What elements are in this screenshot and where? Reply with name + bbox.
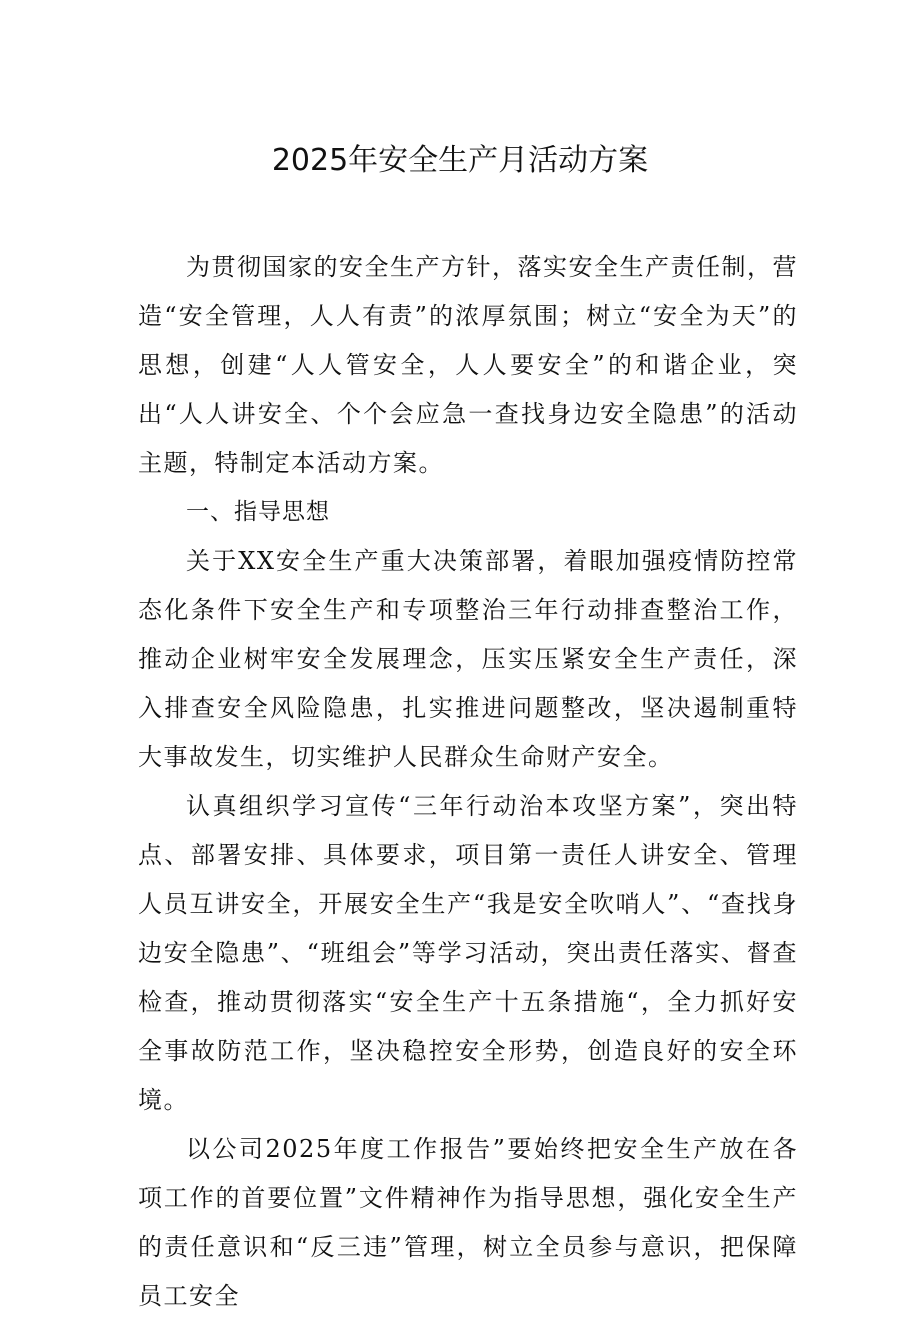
section-paragraph: 以公司2025年度工作报告”要始终把安全生产放在各项工作的首要位置”文件精神作为指导思想，强化安全生产的责任意识和“反三违”管理，树立全员参与意识，把保障员工安全 bbox=[138, 1135, 798, 1310]
document-title: 2025年安全生产月活动方案 bbox=[271, 143, 649, 178]
section-heading-guiding-ideology: 一、指导思想 bbox=[186, 499, 330, 525]
section-paragraph: 关于XX安全生产重大决策部署，着眼加强疫情防控常态化条件下安全生产和专项整治三年行动排查整治工作，推动企业树牢安全发展理念，压实压紧安全生产责任，深入排查安全风险隐患，扎实推进问题整改，坚决遏制重特大事故发生，切实维护人民群众生命财产安全。 bbox=[138, 547, 798, 771]
intro-paragraph: 为贯彻国家的安全生产方针，落实安全生产责任制，营造“安全管理，人人有责”的浓厚氛围；树立“安全为天”的思想，创建“人人管安全，人人要安全”的和谐企业，突出“人人讲安全、个个会应急一查找身边安全隐患”的活动主题，特制定本活动方案。 bbox=[138, 253, 798, 477]
document-body bbox=[138, 243, 798, 1321]
section-paragraph: 认真组织学习宣传“三年行动治本攻坚方案”，突出特点、部署安排、具体要求，项目第一责任人讲安全、管理人员互讲安全，开展安全生产“我是安全吹哨人”、“查找身边安全隐患”、“班组会”等学习活动，突出责任落实、督查检查，推动贯彻落实“安全生产十五条措施“，全力抓好安全事故防范工作，坚决稳控安全形势，创造良好的安全环境。 bbox=[138, 792, 798, 1114]
